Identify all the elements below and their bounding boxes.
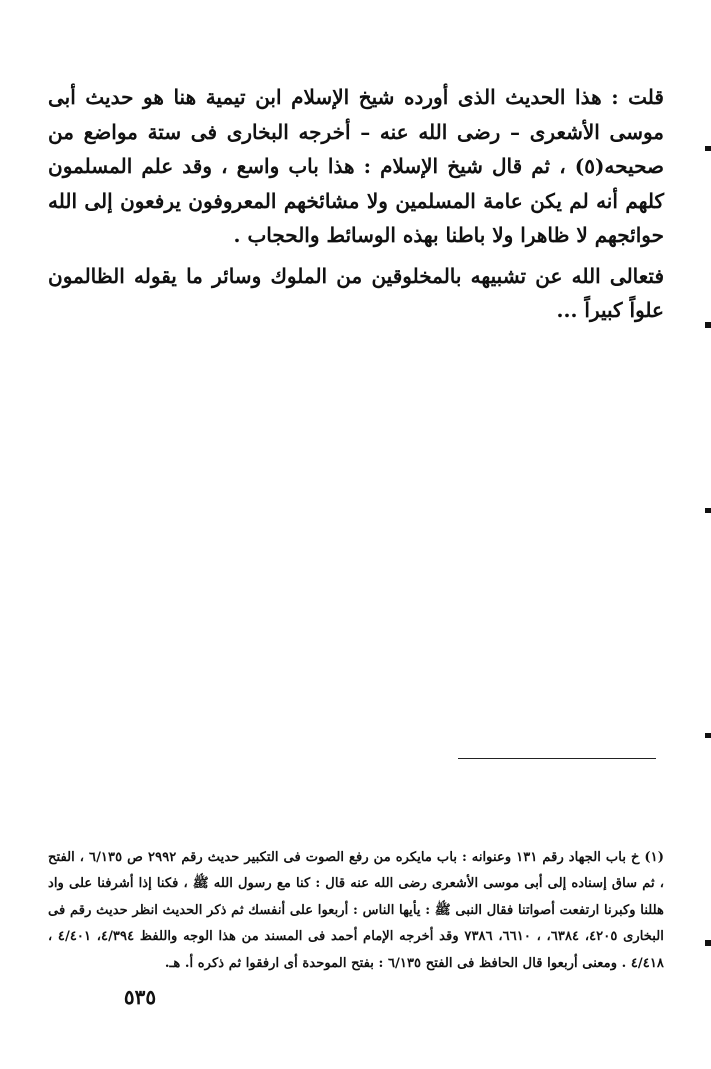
main-paragraph-1: قلت : هذا الحديث الذى أورده شيخ الإسلام ابن تيمية هنا هو حديث أبى موسى الأشعرى – رضى الله عنه – أخرجه البخارى فى ستة مواضع من صحيحه(٥) ، ثم قال شيخ الإسلام : هذا باب واسع ، وقد علم المسلمون كلهم أنه لم يكن عامة المسلمين ولا مشائخهم المعروفون يرفعون إلى الله حوائجهم لا ظاهرا ولا باطنا بهذه الوسائط والحجاب .: [48, 85, 664, 247]
main-text-block: [48, 80, 664, 328]
footnote-separator: [458, 758, 656, 759]
edge-mark: [705, 733, 711, 738]
main-paragraph-2: فتعالى الله عن تشبيهه بالمخلوقين من الملوك وسائر ما يقوله الظالمون علواً كبيراً ...: [48, 263, 664, 322]
edge-mark: [705, 940, 711, 946]
edge-mark: [705, 146, 711, 151]
page-number: ٥٣٥: [123, 985, 157, 1009]
edge-mark: [705, 508, 711, 513]
edge-mark: [705, 322, 711, 328]
footnotes-block: [48, 845, 664, 977]
footnote-1: (١) خ باب الجهاد رقم ١٣١ وعنوانه : باب مايكره من رفع الصوت فى التكبير حديث رقم ٢٩٩٢ ص ٦/١٣٥ ، الفتح ، ثم ساق إسناده إلى أبى موسى الأشعرى رضى الله عنه قال : كنا مع رسول الله ﷺ ، فكنا إذا أشرفنا على واد هللنا وكبرنا ارتفعت أصواتنا فقال النبى ﷺ : يأيها الناس : أربعوا على أنفسك ثم ذكر الحديث انظر حديث رقم فى البخارى ٤٢٠٥، ٦٣٨٤، ، ٦٦١٠، ٧٣٨٦ وقد أخرجه الإمام أحمد فى المسند من هذا الوجه واللفظ ٤/٣٩٤، ٤/٤٠١ ، ٤/٤١٨ . ومعنى أربعوا قال الحافظ فى الفتح ٦/١٣٥ : بفتح الموحدة أى ارفقوا ثم ذكره أ. هـ.: [48, 850, 664, 971]
